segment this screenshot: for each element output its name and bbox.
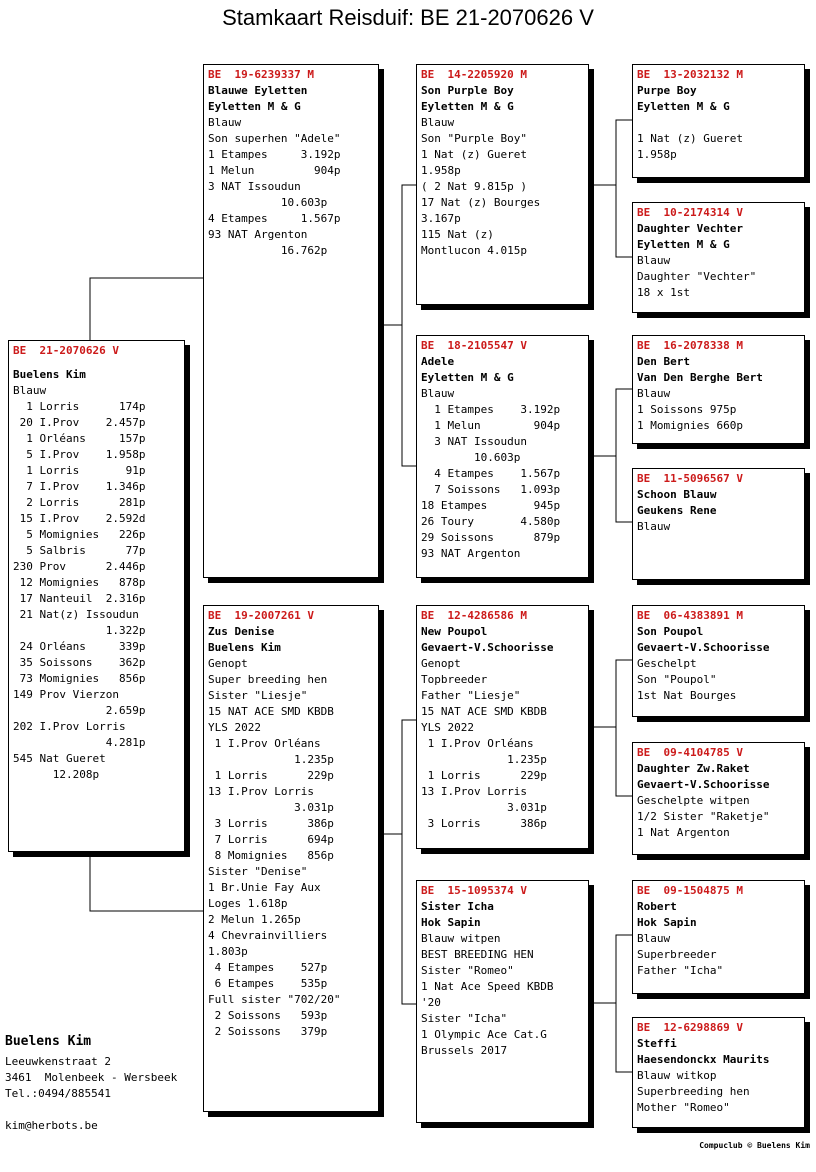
info-line: 115 Nat (z) xyxy=(421,228,494,241)
info-line: YLS 2022 xyxy=(208,721,261,734)
info-line: 5 Salbris 77p xyxy=(13,544,146,557)
info-line: 12 Momignies 878p xyxy=(13,576,146,589)
pigeon-card-mff[interactable] xyxy=(632,605,805,717)
pigeon-card-mfm[interactable] xyxy=(632,742,805,855)
pigeon-card-mf[interactable] xyxy=(416,605,589,849)
connector-ff-fff xyxy=(594,120,634,185)
connector-father-ff xyxy=(384,185,418,325)
info-line: 1 Etampes 3.192p xyxy=(208,148,341,161)
info-line: 1.803p xyxy=(208,945,248,958)
pigeon-name: Robert xyxy=(637,900,677,913)
info-line: Father "Liesje" xyxy=(421,689,521,702)
pigeon-info xyxy=(208,656,374,1040)
info-line: 2 Melun 1.265p xyxy=(208,913,301,926)
info-line: 73 Momignies 856p xyxy=(13,672,146,685)
info-line: Sister "Liesje" xyxy=(208,689,308,702)
info-line: Loges 1.618p xyxy=(208,897,288,910)
info-line: Geschelpte witpen xyxy=(637,794,750,807)
info-line: 1 Lorris 229p xyxy=(208,769,334,782)
info-line: Blauw xyxy=(637,520,671,533)
ring-number: BE 12-6298869 V xyxy=(637,1021,743,1034)
info-line: 4 Etampes 527p xyxy=(208,961,328,974)
info-line: 15 NAT ACE SMD KBDB xyxy=(421,705,547,718)
info-line: 1 Melun 904p xyxy=(421,419,561,432)
pigeon-card-subject[interactable] xyxy=(8,340,185,852)
info-line: 3.167p xyxy=(421,212,461,225)
info-line: 1 I.Prov Orléans xyxy=(421,737,534,750)
info-line: 1 Olympic Ace Cat.G xyxy=(421,1028,547,1041)
pigeon-breeder: Eyletten M & G xyxy=(421,100,514,113)
info-line: 3.031p xyxy=(421,801,547,814)
info-line: Full sister "702/20" xyxy=(208,993,341,1006)
info-line: Father "Icha" xyxy=(637,964,724,977)
pigeon-name: Daughter Zw.Raket xyxy=(637,762,750,775)
pigeon-name: Zus Denise xyxy=(208,625,275,638)
pigeon-name: Steffi xyxy=(637,1037,677,1050)
pigeon-info xyxy=(637,931,800,979)
pigeon-info xyxy=(13,383,180,783)
info-line: Superbreeder xyxy=(637,948,717,961)
pigeon-name: Sister Icha xyxy=(421,900,494,913)
ring-number: BE 14-2205920 M xyxy=(421,68,527,81)
info-line: 12.208p xyxy=(13,768,100,781)
info-line: 3 NAT Issoudun xyxy=(421,435,527,448)
connector-subject-father xyxy=(90,278,204,340)
pigeon-info xyxy=(637,519,800,535)
pigeon-card-fmm[interactable] xyxy=(632,468,805,580)
ring-number: BE 16-2078338 M xyxy=(637,339,743,352)
owner-email[interactable]: kim@herbots.be xyxy=(5,1119,98,1132)
info-line: Sister "Romeo" xyxy=(421,964,514,977)
info-line: 1.235p xyxy=(208,753,334,766)
info-line: YLS 2022 xyxy=(421,721,474,734)
pigeon-name: Schoon Blauw xyxy=(637,488,717,501)
page-title: Stamkaart Reisduif: BE 21-2070626 V xyxy=(222,5,594,30)
info-line: 545 Nat Gueret xyxy=(13,752,106,765)
info-line: 15 I.Prov 2.592d xyxy=(13,512,146,525)
info-line: Blauw xyxy=(637,387,671,400)
pigeon-name: Daughter Vechter xyxy=(637,222,743,235)
pigeon-name: Son Poupol xyxy=(637,625,704,638)
info-line: ( 2 Nat 9.815p ) xyxy=(421,180,527,193)
info-line: 2 Soissons 593p xyxy=(208,1009,328,1022)
info-line: '20 xyxy=(421,996,441,1009)
info-line: Blauw xyxy=(208,116,242,129)
info-line: 1 Nat Ace Speed KBDB xyxy=(421,980,554,993)
owner-city: 3461 Molenbeek - Wersbeek xyxy=(5,1071,178,1084)
info-line: Sister "Denise" xyxy=(208,865,308,878)
info-line: Brussels 2017 xyxy=(421,1044,508,1057)
pigeon-info xyxy=(421,386,584,562)
ring-number: BE 12-4286586 M xyxy=(421,609,527,622)
pigeon-info xyxy=(208,115,374,259)
info-line: 5 I.Prov 1.958p xyxy=(13,448,146,461)
info-line: 35 Soissons 362p xyxy=(13,656,146,669)
info-line: 3 Lorris 386p xyxy=(208,817,334,830)
info-line: 4 Chevrainvilliers xyxy=(208,929,328,942)
pigeon-breeder: Gevaert-V.Schoorisse xyxy=(637,641,770,654)
info-line: 8 Momignies 856p xyxy=(208,849,334,862)
info-line: 18 x 1st xyxy=(637,286,690,299)
info-line: Blauw xyxy=(421,387,455,400)
pigeon-breeder: Geukens Rene xyxy=(637,504,717,517)
info-line: 1 Lorris 174p xyxy=(13,400,146,413)
info-line: 3.031p xyxy=(208,801,334,814)
info-line: 4 Etampes 1.567p xyxy=(208,212,341,225)
info-line: 1 Melun 904p xyxy=(208,164,341,177)
info-line: 26 Toury 4.580p xyxy=(421,515,561,528)
pigeon-name: Son Purple Boy xyxy=(421,84,514,97)
pigeon-breeder: Hok Sapin xyxy=(637,916,697,929)
ring-number: BE 09-1504875 M xyxy=(637,884,743,897)
info-line: 1st Nat Bourges xyxy=(637,689,737,702)
info-line: Super breeding hen xyxy=(208,673,328,686)
owner-block xyxy=(5,1034,225,1134)
info-line: 18 Etampes 945p xyxy=(421,499,561,512)
info-line: 6 Etampes 535p xyxy=(208,977,328,990)
pigeon-card-mother[interactable] xyxy=(203,605,379,1112)
info-line: 16.762p xyxy=(208,244,328,257)
info-line: 7 I.Prov 1.346p xyxy=(13,480,146,493)
info-line: Son superhen "Adele" xyxy=(208,132,341,145)
pigeon-info xyxy=(637,131,800,163)
pigeon-info xyxy=(637,386,800,434)
info-line: 1.322p xyxy=(13,624,146,637)
info-line: 4.281p xyxy=(13,736,146,749)
owner-street: Leeuwkenstraat 2 xyxy=(5,1055,111,1068)
info-line: 1 Lorris 229p xyxy=(421,769,547,782)
info-line: 24 Orléans 339p xyxy=(13,640,146,653)
ring-number: BE 09-4104785 V xyxy=(637,746,743,759)
info-line: Blauw xyxy=(421,116,455,129)
info-line: Daughter "Vechter" xyxy=(637,270,757,283)
pigeon-card-ffm[interactable] xyxy=(632,202,805,313)
info-line: 17 Nat (z) Bourges xyxy=(421,196,541,209)
pigeon-name: Blauwe Eyletten xyxy=(208,84,308,97)
info-line: 7 Lorris 694p xyxy=(208,833,334,846)
info-line: Blauw xyxy=(637,932,671,945)
info-line: 2 Lorris 281p xyxy=(13,496,146,509)
owner-phone: Tel.:0494/885541 xyxy=(5,1087,111,1100)
info-line: 93 NAT Argenton xyxy=(208,228,308,241)
info-line: 1 Soissons 975p xyxy=(637,403,737,416)
pigeon-card-mmm[interactable] xyxy=(632,1017,805,1128)
info-line: 2 Soissons 379p xyxy=(208,1025,328,1038)
ring-number: BE 19-2007261 V xyxy=(208,609,314,622)
info-line: Son "Poupol" xyxy=(637,673,717,686)
pigeon-name: Den Bert xyxy=(637,355,690,368)
pigeon-info xyxy=(421,656,584,832)
info-line: 1.958p xyxy=(421,164,461,177)
pigeon-breeder: Gevaert-V.Schoorisse xyxy=(421,641,554,654)
pigeon-card-fm[interactable] xyxy=(416,335,589,578)
info-line: Blauw witkop xyxy=(637,1069,717,1082)
pigeon-breeder: Eyletten M & G xyxy=(208,100,301,113)
ring-number: BE 06-4383891 M xyxy=(637,609,743,622)
info-line: 93 NAT Argenton xyxy=(421,547,521,560)
info-line: Genopt xyxy=(208,657,248,670)
info-line: 1 Etampes 3.192p xyxy=(421,403,561,416)
info-line: Superbreeding hen xyxy=(637,1085,750,1098)
info-line: BEST BREEDING HEN xyxy=(421,948,534,961)
info-line: Genopt xyxy=(421,657,461,670)
info-line: Geschelpt xyxy=(637,657,697,670)
pigeon-card-mmf[interactable] xyxy=(632,880,805,994)
info-line: 13 I.Prov Lorris xyxy=(421,785,527,798)
connector-fm-fmf xyxy=(594,389,634,456)
pigeon-info xyxy=(637,253,800,301)
info-line: 1.958p xyxy=(637,148,677,161)
info-line: 13 I.Prov Lorris xyxy=(208,785,314,798)
info-line: 230 Prov 2.446p xyxy=(13,560,146,573)
info-line: 2.659p xyxy=(13,704,146,717)
ring-number: BE 19-6239337 M xyxy=(208,68,314,81)
info-line: Blauw witpen xyxy=(421,932,501,945)
pigeon-breeder: Buelens Kim xyxy=(208,641,281,654)
info-line: 202 I.Prov Lorris xyxy=(13,720,126,733)
pigeon-card-father[interactable] xyxy=(203,64,379,578)
pigeon-name: Purpe Boy xyxy=(637,84,697,97)
info-line: 1 Momignies 660p xyxy=(637,419,743,432)
pigeon-name: Buelens Kim xyxy=(13,368,86,381)
connector-subject-mother xyxy=(90,852,204,911)
pigeon-info xyxy=(637,793,800,841)
info-line: 1 Nat (z) Gueret xyxy=(637,132,743,145)
info-line: Montlucon 4.015p xyxy=(421,244,527,257)
pigeon-info xyxy=(637,656,800,704)
info-line: 3 NAT Issoudun xyxy=(208,180,301,193)
pigeon-info xyxy=(421,931,584,1059)
info-line: 1 Br.Unie Fay Aux xyxy=(208,881,321,894)
pigeon-card-fff[interactable] xyxy=(632,64,805,178)
connector-mm-mmf xyxy=(594,935,634,1003)
pigeon-card-ff[interactable] xyxy=(416,64,589,305)
info-line: 29 Soissons 879p xyxy=(421,531,561,544)
ring-number: BE 10-2174314 V xyxy=(637,206,743,219)
pigeon-breeder: Gevaert-V.Schoorisse xyxy=(637,778,770,791)
pigeon-breeder: Eyletten M & G xyxy=(637,238,730,251)
pigeon-card-mm[interactable] xyxy=(416,880,589,1123)
pigeon-breeder: Eyletten M & G xyxy=(421,371,514,384)
info-line: 17 Nanteuil 2.316p xyxy=(13,592,146,605)
info-line: 1.235p xyxy=(421,753,547,766)
info-line: Topbreeder xyxy=(421,673,488,686)
connector-mf-mff xyxy=(594,660,634,727)
info-line: Sister "Icha" xyxy=(421,1012,508,1025)
pigeon-breeder: Van Den Berghe Bert xyxy=(637,371,763,384)
info-line: Son "Purple Boy" xyxy=(421,132,527,145)
info-line: 149 Prov Vierzon xyxy=(13,688,119,701)
info-line: 1 Nat (z) Gueret xyxy=(421,148,527,161)
pigeon-name: New Poupol xyxy=(421,625,488,638)
info-line: Blauw xyxy=(13,384,47,397)
ring-number: BE 13-2032132 M xyxy=(637,68,743,81)
info-line: 5 Momignies 226p xyxy=(13,528,146,541)
owner-name: Buelens Kim xyxy=(5,1034,92,1049)
info-line: 21 Nat(z) Issoudun xyxy=(13,608,139,621)
info-line: 10.603p xyxy=(421,451,521,464)
info-line: 4 Etampes 1.567p xyxy=(421,467,561,480)
ring-number: BE 21-2070626 V xyxy=(13,344,119,357)
info-line: 7 Soissons 1.093p xyxy=(421,483,561,496)
info-line: 1 Nat Argenton xyxy=(637,826,730,839)
ring-number: BE 11-5096567 V xyxy=(637,472,743,485)
pigeon-card-fmf[interactable] xyxy=(632,335,805,444)
connector-mother-mf xyxy=(384,720,418,834)
footer-credit: Compuclub © Buelens Kim xyxy=(699,1141,810,1150)
info-line: 3 Lorris 386p xyxy=(421,817,547,830)
info-line: Blauw xyxy=(637,254,671,267)
ring-number: BE 15-1095374 V xyxy=(421,884,527,897)
info-line: 15 NAT ACE SMD KBDB xyxy=(208,705,334,718)
ring-number: BE 18-2105547 V xyxy=(421,339,527,352)
info-line: 1/2 Sister "Raketje" xyxy=(637,810,770,823)
info-line: 1 Orléans 157p xyxy=(13,432,146,445)
pigeon-info xyxy=(637,1068,800,1116)
info-line: 1 I.Prov Orléans xyxy=(208,737,321,750)
info-line: 20 I.Prov 2.457p xyxy=(13,416,146,429)
pigeon-breeder: Hok Sapin xyxy=(421,916,481,929)
pigeon-name: Adele xyxy=(421,355,455,368)
pigeon-info xyxy=(421,115,584,259)
info-line: 10.603p xyxy=(208,196,328,209)
pigeon-breeder: Eyletten M & G xyxy=(637,100,730,113)
info-line: Mother "Romeo" xyxy=(637,1101,730,1114)
info-line: 1 Lorris 91p xyxy=(13,464,146,477)
pigeon-breeder: Haesendonckx Maurits xyxy=(637,1053,770,1066)
